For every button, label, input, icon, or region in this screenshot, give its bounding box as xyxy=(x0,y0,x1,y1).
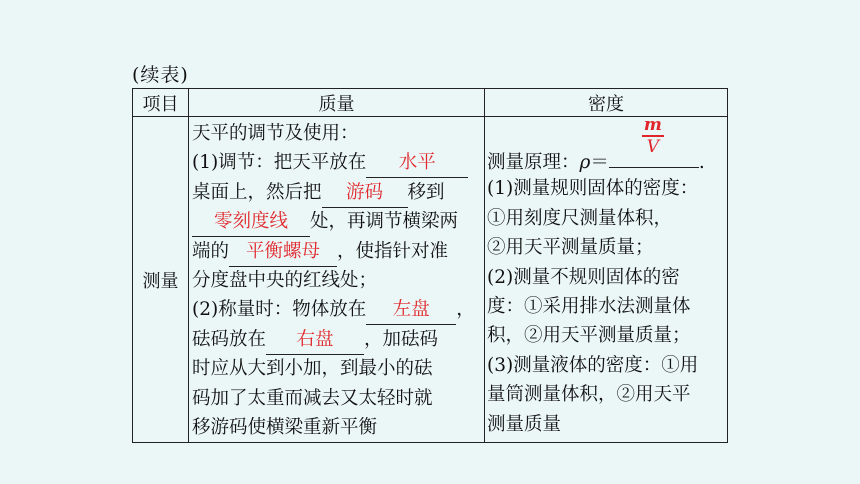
density-line: (1)测量规则固体的密度： xyxy=(487,178,699,200)
table-header-row xyxy=(133,89,728,117)
density-line: (2)测量不规则固体的密 xyxy=(487,266,680,288)
header-density: 密度 xyxy=(485,89,728,117)
mass-line: 天平的调节及使用： xyxy=(192,123,359,144)
mass-line: 移游码使横梁重新平衡 xyxy=(192,416,378,438)
answer-blank: 平衡螺母 xyxy=(229,240,337,267)
mass-line: (1)调节：把天平放在 水平 xyxy=(192,148,484,177)
density-principle-line: 测量原理：ρ＝ m V . xyxy=(487,115,705,173)
header-mass: 质量 xyxy=(189,89,485,117)
density-line: 度：①采用排水法测量体 xyxy=(487,295,691,317)
density-line: 测量质量 xyxy=(487,413,562,435)
density-line: (3)测量液体的密度：①用 xyxy=(487,354,699,376)
formula-blank xyxy=(609,115,699,168)
header-item: 项目 xyxy=(133,89,189,117)
mass-line: 桌面上，然后把 游码 移到 xyxy=(192,178,484,207)
category-cell: 测量 xyxy=(133,117,189,443)
rho-symbol: ρ xyxy=(579,152,591,173)
mass-line: (2)称量时：物体放在 左盘 ， xyxy=(192,295,484,324)
mass-density-table xyxy=(132,88,728,443)
answer-blank: 左盘 xyxy=(366,298,456,325)
density-line: ②用天平测量质量； xyxy=(487,237,654,259)
mass-line: 时应从大到小加，到最小的砝 xyxy=(192,358,433,380)
answer-blank: 游码 xyxy=(322,181,408,208)
density-line: 量筒测量体积，②用天平 xyxy=(487,384,691,406)
density-cell xyxy=(485,117,728,443)
mass-cell xyxy=(189,117,485,443)
mass-line: 零刻度线 处，再调节横梁两 xyxy=(192,207,484,236)
answer-blank: 零刻度线 xyxy=(192,210,310,237)
table-row xyxy=(133,117,728,443)
answer-blank: 右盘 xyxy=(266,328,364,355)
table-caption: (续表) xyxy=(132,64,189,86)
density-line: 积，②用天平测量质量； xyxy=(487,325,691,347)
density-formula: m V xyxy=(643,115,662,157)
density-line: ①用刻度尺测量体积， xyxy=(487,207,673,229)
mass-line: 分度盘中央的红线处； xyxy=(192,269,378,291)
mass-line: 端的 平衡螺母 ，使指针对准 xyxy=(192,237,484,266)
mass-line: 码加了太重而减去又太轻时就 xyxy=(192,387,433,409)
mass-line: 砝码放在 右盘 ，加砝码 xyxy=(192,325,484,354)
answer-blank: 水平 xyxy=(366,151,468,178)
